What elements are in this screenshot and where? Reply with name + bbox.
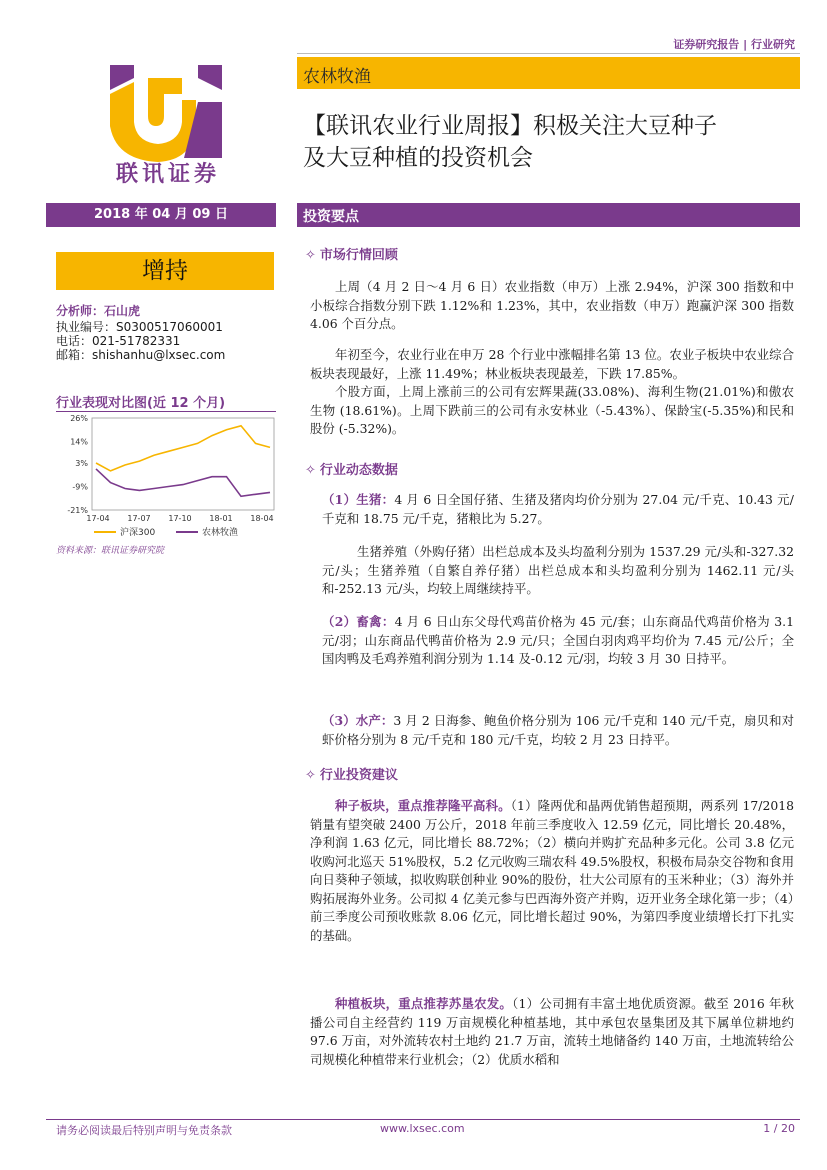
- plant-text: （1）公司拥有丰富土地优质资源。截至 2016 年秋播公司自主经营约 119 万亩规模化种植基地，其中承包农垦集团及其下属单位耕地约 97.6 万亩，对外流转农村土地约 21.7 万亩，流转土地储备约 140 万亩，土地流转给公司规模化种植带来行业机会；（2）优质水稻和: [310, 996, 795, 1067]
- x-tick-label: 17-07: [127, 514, 151, 523]
- report-title: [303, 110, 803, 174]
- footer-disclaimer: 请务必阅读最后特别声明与免责条款: [56, 1124, 232, 1137]
- performance-chart: [56, 414, 278, 542]
- poultry-text: 4 月 6 日山东父母代鸡苗价格为 45 元/套；山东商品代鸡苗价格为 3.1 元/羽；山东商品代鸭苗价格为 2.9 元/只；全国白羽肉鸡平均价为 7.45 元/公斤；全国肉鸭及毛鸡养殖利润分别为 1.14 及-0.12 元/羽，均较 3 月 30 日持平。: [322, 614, 795, 666]
- plant-paragraph: [310, 995, 794, 1069]
- y-tick-label: -21%: [67, 506, 88, 515]
- svg-text:联讯证券: 联讯证券: [115, 162, 221, 185]
- advice-heading: ✧ 行业投资建议: [305, 768, 398, 783]
- market-review-heading: ✧ 市场行情回顾: [305, 248, 398, 263]
- series-line-沪深300: [96, 426, 270, 471]
- analyst-license: 执业编号：S0300517060001: [56, 320, 223, 334]
- series-line-农林牧渔: [96, 469, 270, 496]
- plant-label: 种植板块，重点推荐苏垦农发。: [335, 996, 513, 1011]
- pig-text: 4 月 6 日全国仔猪、生猪及猪肉均价分别为 27.04 元/千克、10.43 元/千克和 18.75 元/千克，猪粮比为 5.27。: [322, 492, 794, 526]
- pig-paragraph: [322, 491, 794, 528]
- diamond-icon: ✧: [305, 248, 316, 263]
- x-tick-label: 17-10: [168, 514, 192, 523]
- market-review-p3: 个股方面，上周上涨前三的公司有宏辉果蔬(33.08%)、海利生物(21.01%)和傲农生物 (18.61%)。上周下跌前三的公司有永安林业（-5.43%）、保龄宝(-5.35%)和民和股份 (-5.32%)。: [310, 384, 794, 436]
- report-type-label: 证券研究报告 | 行业研究: [673, 38, 795, 51]
- y-tick-label: 26%: [70, 414, 88, 423]
- aqua-text: 3 月 2 日海参、鲍鱼价格分别为 106 元/千克和 140 元/千克，扇贝和对虾价格分别为 8 元/千克和 180 元/千克，均较 2 月 23 日持平。: [322, 713, 794, 747]
- diamond-icon: ✧: [305, 463, 316, 478]
- chart-title: 行业表现对比图(近 12 个月): [56, 396, 226, 411]
- report-title-line1: 【联讯农业行业周报】积极关注大豆种子: [303, 113, 717, 139]
- x-tick-label: 18-01: [209, 514, 233, 523]
- company-logo: [98, 60, 238, 185]
- analyst-label: 分析师：: [56, 304, 105, 318]
- y-tick-label: 3%: [75, 459, 88, 469]
- report-title-line2: 及大豆种植的投资机会: [303, 145, 533, 171]
- report-date: 2018 年 04 月 09 日: [46, 203, 276, 227]
- logo-icon: [98, 60, 238, 185]
- aqua-label: （3）水产：: [322, 713, 394, 728]
- footer-website[interactable]: www.lxsec.com: [380, 1122, 465, 1135]
- key-points-bar: [297, 203, 800, 227]
- legend-label: 农林牧渔: [202, 528, 239, 538]
- pig-paragraph-2: 生猪养殖（外购仔猪）出栏总成本及头均盈利分别为 1537.29 元/头和-327.32 元/头；生猪养殖（自繁自养仔猪）出栏总成本和头均盈利分别为 1462.11 元/头和-252.13 元/头，均较上周继续持平。: [322, 544, 794, 596]
- sector-bar: [297, 57, 800, 89]
- footer-page-number: 1 / 20: [763, 1122, 795, 1135]
- footer-divider: [46, 1119, 800, 1120]
- header-divider: [297, 53, 800, 54]
- seed-label: 种子板块，重点推荐隆平高科。: [335, 798, 511, 813]
- industry-data-heading: ✧ 行业动态数据: [305, 463, 398, 478]
- chart-title-rule: [56, 411, 276, 412]
- key-points-heading: 投资要点: [303, 209, 359, 225]
- aqua-paragraph: [322, 712, 794, 749]
- pig-label: （1）生猪：: [322, 492, 395, 507]
- sector-label: 农林牧渔: [303, 67, 371, 87]
- y-tick-label: 14%: [70, 437, 88, 447]
- chart-source: 资料来源：联讯证券研究院: [56, 546, 165, 556]
- analyst-info: [56, 304, 225, 362]
- legend-label: 沪深300: [120, 528, 156, 538]
- analyst-name: 石山虎: [104, 304, 141, 318]
- poultry-label: （2）畜禽：: [322, 614, 395, 629]
- analyst-email: 邮箱：shishanhu@lxsec.com: [56, 348, 226, 362]
- market-review-p2: 年初至今，农业行业在申万 28 个行业中涨幅排名第 13 位。农业子板块中农业综合板块表现最好，上涨 11.49%；林业板块表现最差，下跌 17.85%。: [310, 347, 794, 381]
- y-tick-label: -9%: [72, 482, 88, 492]
- seed-paragraph: [310, 797, 794, 945]
- rating-badge: 增持: [56, 252, 274, 290]
- x-tick-label: 17-04: [86, 514, 110, 523]
- analyst-phone: 电话：021-51782331: [56, 334, 181, 348]
- market-review-p1: 上周（4 月 2 日～4 月 6 日）农业指数（申万）上涨 2.94%，沪深 300 指数和中小板综合指数分别下跌 1.12%和 1.23%，其中，农业指数（申万）跑赢沪深 300 指数 4.06 个百分点。: [310, 279, 794, 331]
- diamond-icon: ✧: [305, 768, 316, 783]
- performance-chart-svg: [56, 414, 278, 542]
- poultry-paragraph: [322, 613, 794, 669]
- x-tick-label: 18-04: [250, 514, 274, 523]
- seed-text: （1）隆两优和晶两优销售超预期，两系列 17/2018 销量有望突破 2400 万公斤，2018 年前三季度收入 12.59 亿元，同比增长 20.48%，净利润 1.63 亿元，同比增长 88.72%；（2）横向并购扩充品种多元化。公司 3.8 亿元收购河北巡天 51%股权，5.2 亿元收购三瑞农科 49.5%股权，积极布局杂交谷物和食用向日葵种子领域，拟收购联创种业 90%的股份，壮大公司原有的玉米种业；（3）海外并购拓展海外业务。公司拟 4 亿美元参与巴西海外资产并购，迈开业务全球化第一步；（4）前三季度公司预收账款 8.06 亿元，同比增长超过 90%，为第四季度业绩增长打下扎实的基础。: [310, 798, 795, 943]
